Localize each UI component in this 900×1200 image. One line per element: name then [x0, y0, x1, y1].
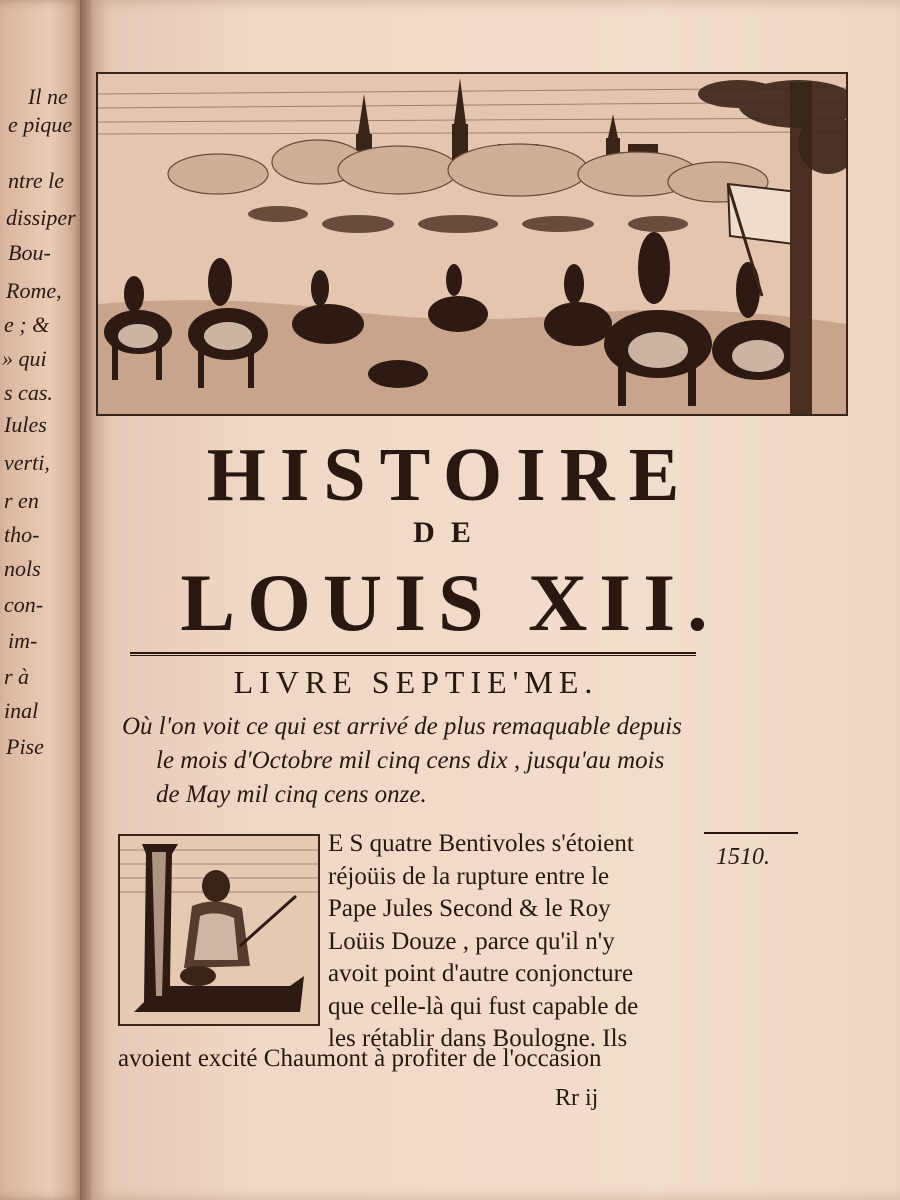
margin-fragment: verti, — [4, 450, 50, 475]
chapter-summary — [122, 710, 702, 812]
margin-fragment: Il ne — [28, 84, 68, 109]
body-line: que celle-là qui fust capable de — [328, 992, 639, 1020]
margin-fragment: e ; & — [4, 312, 50, 337]
summary-line: Où l'on voit ce qui est arrivé de plus remaquable depuis — [122, 713, 682, 740]
summary-line: le mois d'Octobre mil cinq cens dix , jusqu'au mois — [156, 747, 665, 774]
margin-fragment: dissiper — [6, 205, 76, 230]
margin-fragment: s cas. — [4, 380, 53, 405]
margin-fragment: Bou- — [8, 240, 51, 265]
margin-fragment: Rome, — [6, 278, 62, 303]
book-heading: LIVRE SEPTIE'ME. — [233, 664, 599, 700]
dropcap-art — [120, 836, 318, 1024]
page-title-main: HISTOIRE — [206, 433, 694, 517]
margin-fragment: ntre le — [8, 168, 64, 193]
margin-fragment: r à — [4, 664, 30, 689]
margin-fragment: Iules — [4, 412, 47, 437]
body-line: Loüis Douze , parce qu'il n'y — [328, 927, 615, 955]
summary-line: de May mil cinq cens onze. — [156, 781, 427, 808]
margin-fragment: im- — [8, 628, 38, 653]
battle-engraving-art — [98, 74, 846, 414]
margin-rule — [704, 832, 798, 834]
battle-scene-engraving — [96, 72, 848, 416]
margin-fragment: inal — [4, 698, 39, 723]
body-line: avoit point d'autre conjoncture — [328, 960, 634, 987]
body-line: Pape Jules Second & le Roy — [328, 895, 611, 922]
margin-year-note: 1510. — [716, 844, 770, 870]
margin-fragment: r en — [4, 488, 39, 513]
page-title-name: LOUIS XII. — [180, 557, 720, 648]
signature-mark: Rr ij — [555, 1085, 599, 1111]
body-line: avoient excité Chaumont à profiter de l'occasion — [118, 1045, 602, 1072]
body-line: réjoüis de la rupture entre le — [328, 862, 610, 890]
body-paragraph — [328, 828, 690, 1056]
margin-fragment: tho- — [4, 522, 40, 547]
body-line: les rétablir dans Boulogne. Ils — [328, 1025, 628, 1052]
margin-fragment: e pique — [8, 112, 73, 137]
margin-fragment: » qui — [2, 346, 47, 371]
margin-fragment: con- — [4, 592, 44, 617]
margin-fragment: nols — [4, 556, 41, 581]
ornamental-initial-L — [118, 834, 320, 1026]
title-rule — [130, 652, 696, 656]
page-title-connector: DE — [413, 516, 487, 549]
body-line: E S quatre Bentivoles s'étoient — [328, 830, 634, 857]
margin-fragment: Pise — [6, 734, 44, 759]
